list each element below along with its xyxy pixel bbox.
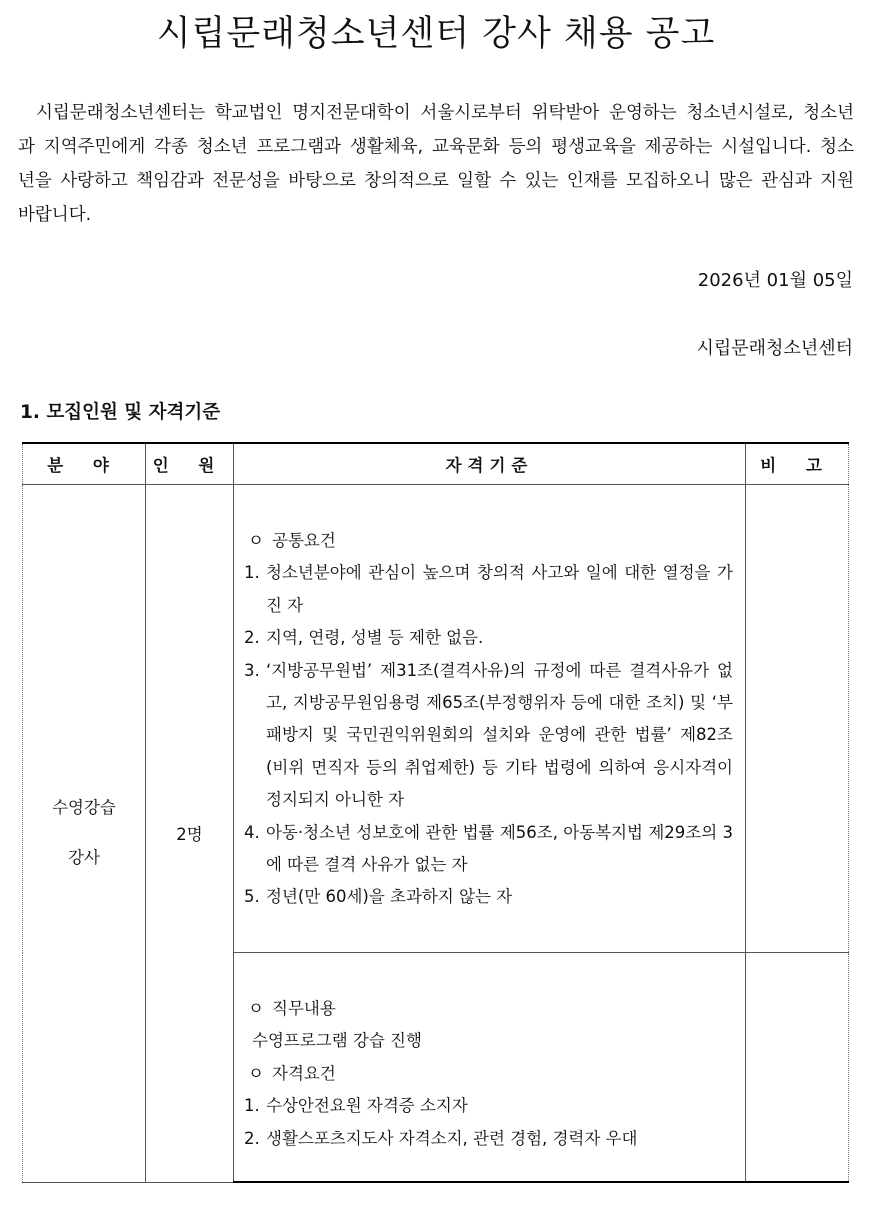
list-item: 2. 지역, 연령, 성별 등 제한 없음. [244,628,484,648]
circle-bullet-icon: ㅇ [248,1063,264,1083]
section-heading-recruitment: 1. 모집인원 및 자격기준 [20,402,221,423]
field-line-2: 강사 [68,848,100,868]
table-row [23,485,849,953]
common-requirements-cell [234,485,746,953]
page-title: 시립문래청소년센터 강사 채용 공고 [156,14,716,54]
list-item: 3. ‘지방공무원법’ 제31조(결격사유)의 규정에 따른 결격사유가 없고, 지방공무원임용령 제65조(부정행위자 등에 대한 조치) 및 ‘부패방지 및 국민권익위원회의 설치와 운영에 관한 법률’ 제82조(비위 면직자 등의 취업제한) 등 기타 법령에 의하여 응시자격이 정지되지 아니한 자 [244,660,733,810]
duty-requirements-cell [234,953,746,1183]
header-note: 비 고 [746,443,849,485]
header-requirements: 자격기준 [234,443,746,485]
qualification-title: ㅇ 자격요건 [244,1058,733,1090]
duty-text: 수영프로그램 강습 진행 [252,1031,422,1051]
circle-bullet-icon: ㅇ [248,999,264,1018]
note-cell [746,953,849,1183]
count-cell: 2명 [146,485,234,1183]
header-field: 분 야 [23,443,146,485]
list-item: 5. 정년(만 60세)을 초과하지 않는 자 [244,887,513,907]
recruitment-table [22,442,849,1183]
common-requirements-title: ㅇ 공통요건 [244,525,733,557]
organization-name: 시립문래청소년센터 [696,338,853,359]
common-requirements [244,525,733,914]
field-cell [23,485,146,1183]
announcement-date: 2026년 01월 05일 [697,270,853,291]
recruitment-table-wrapper [22,442,848,1183]
field-line-1: 수영강습 [52,798,116,818]
intro-paragraph: 시립문래청소년센터는 학교법인 명지전문대학이 서울시로부터 위탁받아 운영하는 청소년시설로, 청소년과 지역주민에게 각종 청소년 프로그램과 생활체육, 교육문화 등의 평생교육을 제공하는 시설입니다. 청소년을 사랑하고 책임감과 전문성을 바탕으로 창의적으로 일할 수 있는 인재를 모집하오니 많은 관심과 지원바랍니다. [18,103,854,225]
list-item: 2. 생활스포츠지도사 자격소지, 관련 경험, 경력자 우대 [244,1128,638,1148]
list-item: 1. 청소년분야에 관심이 높으며 창의적 사고와 일에 대한 열정을 가진 자 [244,563,733,615]
table-header-row [23,443,849,485]
list-item: 1. 수상안전요원 자격증 소지자 [244,1096,468,1116]
note-cell [746,485,849,953]
header-count: 인 원 [146,443,234,485]
duty-title: ㅇ 직무내용 [244,993,733,1025]
list-item: 4. 아동·청소년 성보호에 관한 법률 제56조, 아동복지법 제29조의 3에 따른 결격 사유가 없는 자 [244,822,733,875]
circle-bullet-icon: ㅇ [248,531,264,550]
duty-and-qualification [244,993,733,1155]
